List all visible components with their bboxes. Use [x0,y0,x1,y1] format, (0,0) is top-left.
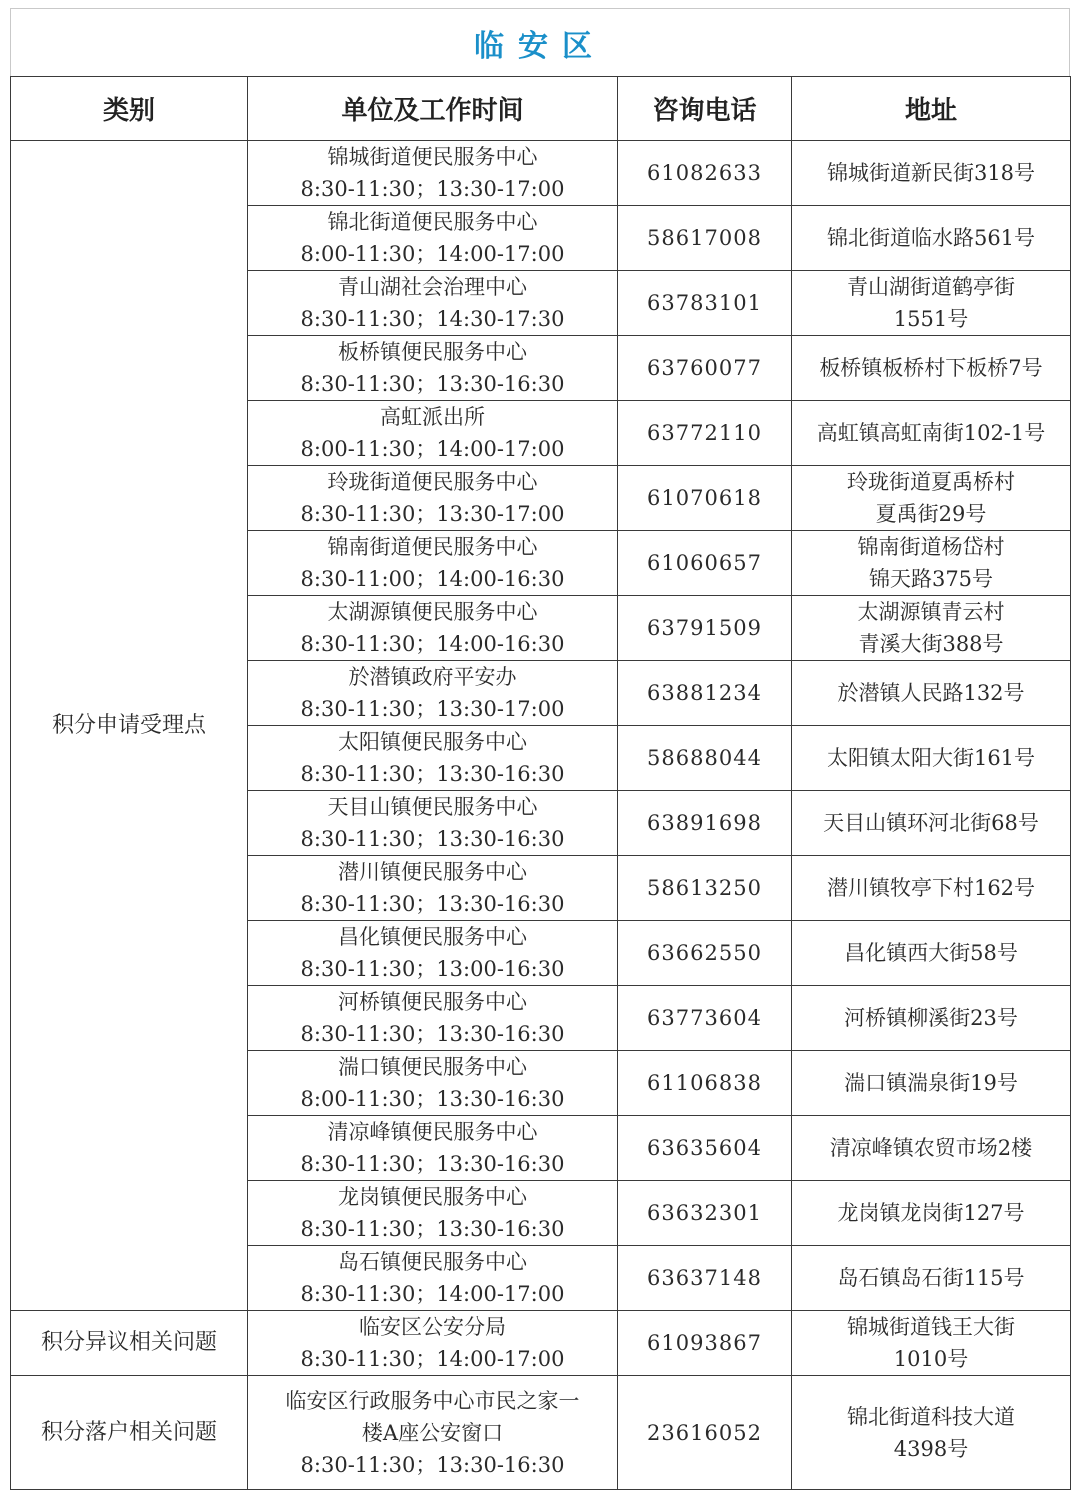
working-hours-text: 8:00-11:30；13:30-16:30 [300,1087,565,1111]
phone-cell: 63891698 [618,791,792,856]
address-text: 湍口镇湍泉街19号 [844,1071,1018,1095]
unit-hours-cell [248,986,618,1051]
unit-name-text: 昌化镇便民服务中心 [338,925,527,949]
category-cell: 积分落户相关问题 [11,1376,248,1490]
working-hours-text: 8:30-11:30；13:30-16:30 [300,1217,565,1241]
category-cell: 积分申请受理点 [11,141,248,1311]
phone-cell: 63783101 [618,271,792,336]
working-hours-text: 8:30-11:30；13:30-16:30 [300,762,565,786]
address-cell [792,336,1071,401]
phone-cell: 63772110 [618,401,792,466]
address-cell [792,986,1071,1051]
unit-name-text: 临安区公安分局 [359,1315,506,1339]
address-text: 清凉峰镇农贸市场2楼 [829,1136,1033,1160]
working-hours-text: 8:30-11:30；13:30-17:00 [300,502,565,526]
unit-hours-cell [248,726,618,791]
unit-name-text: 太湖源镇便民服务中心 [327,600,538,624]
working-hours-text: 8:30-11:30；13:30-17:00 [300,697,565,721]
unit-hours-cell [248,271,618,336]
address-text: 高虹镇高虹南街102-1号 [816,421,1046,445]
unit-name-text: 高虹派出所 [380,405,485,429]
header-category: 类别 [11,77,248,141]
address-text: 锦天路375号 [868,567,994,591]
header-row [11,77,1071,141]
phone-cell: 61093867 [618,1311,792,1376]
phone-cell: 61060657 [618,531,792,596]
header-unit-hours: 单位及工作时间 [248,77,618,141]
phone-cell: 58613250 [618,856,792,921]
address-text: 锦北街道临水路561号 [826,226,1036,250]
working-hours-text: 8:30-11:30；14:00-17:00 [300,1282,565,1306]
working-hours-text: 8:30-11:30；13:30-17:00 [300,177,565,201]
unit-hours-cell [248,791,618,856]
unit-hours-cell [248,921,618,986]
address-cell [792,531,1071,596]
working-hours-text: 8:30-11:30；13:30-16:30 [300,1022,565,1046]
table-body [11,141,1071,1490]
working-hours-text: 8:30-11:30；13:30-16:30 [300,1152,565,1176]
address-text: 潜川镇牧亭下村162号 [826,876,1036,900]
working-hours-text: 8:30-11:30；14:00-16:30 [300,632,565,656]
address-text: 青山湖街道鹤亭街 [847,275,1015,299]
working-hours-text: 8:30-11:30；13:30-16:30 [300,372,565,396]
address-cell [792,661,1071,726]
unit-hours-cell [248,206,618,271]
unit-name-text: 板桥镇便民服务中心 [338,340,527,364]
header-phone: 咨询电话 [618,77,792,141]
table-row [11,1311,1071,1376]
phone-cell: 58688044 [618,726,792,791]
unit-hours-cell [248,466,618,531]
table-title: 临安区 [10,8,1070,76]
phone-cell: 63881234 [618,661,792,726]
phone-cell: 58617008 [618,206,792,271]
unit-hours-cell [248,1181,618,1246]
address-text: 昌化镇西大街58号 [844,941,1018,965]
working-hours-text: 8:30-11:30；13:30-16:30 [300,1452,565,1477]
unit-name-text: 青山湖社会治理中心 [338,275,527,299]
address-text: 河桥镇柳溪街23号 [844,1006,1018,1030]
address-text: 青溪大街388号 [858,632,1004,656]
working-hours-text: 8:30-11:30；13:30-16:30 [300,827,565,851]
unit-name-text: 於潜镇政府平安办 [348,665,517,689]
working-hours-text: 8:30-11:00；14:00-16:30 [300,567,565,591]
unit-name-text: 锦南街道便民服务中心 [327,535,538,559]
address-cell [792,1116,1071,1181]
address-cell [792,466,1071,531]
address-text: 太阳镇太阳大街161号 [826,746,1036,770]
address-text: 岛石镇岛石街115号 [837,1266,1025,1290]
unit-name-text: 天目山镇便民服务中心 [327,795,538,819]
unit-hours-cell [248,1246,618,1311]
address-cell [792,141,1071,206]
address-cell [792,401,1071,466]
phone-cell: 61082633 [618,141,792,206]
phone-cell: 61070618 [618,466,792,531]
address-text: 夏禹街29号 [875,502,987,526]
unit-name-text: 锦城街道便民服务中心 [327,145,538,169]
address-text: 1551号 [893,307,969,331]
unit-name-text: 湍口镇便民服务中心 [338,1055,527,1079]
phone-cell: 63635604 [618,1116,792,1181]
address-text: 锦北街道科技大道 [847,1404,1015,1429]
address-cell [792,1051,1071,1116]
address-cell [792,921,1071,986]
phone-cell: 63760077 [618,336,792,401]
address-text: 龙岗镇龙岗街127号 [837,1201,1025,1225]
working-hours-text: 8:00-11:30；14:00-17:00 [300,242,565,266]
address-text: 锦南街道杨岱村 [857,535,1005,559]
working-hours-text: 8:00-11:30；14:00-17:00 [300,437,565,461]
unit-name-text: 玲珑街道便民服务中心 [327,470,538,494]
unit-name-text: 楼A座公安窗口 [361,1420,504,1445]
unit-hours-cell [248,1376,618,1490]
unit-hours-cell [248,141,618,206]
unit-hours-cell [248,1311,618,1376]
working-hours-text: 8:30-11:30；14:00-17:00 [300,1347,565,1371]
unit-hours-cell [248,596,618,661]
unit-hours-cell [248,661,618,726]
address-cell [792,206,1071,271]
address-cell [792,1311,1071,1376]
phone-cell: 63637148 [618,1246,792,1311]
address-text: 锦城街道钱王大街 [847,1315,1015,1339]
unit-hours-cell [248,856,618,921]
unit-name-text: 锦北街道便民服务中心 [327,210,538,234]
address-text: 於潜镇人民路132号 [837,681,1025,705]
address-text: 锦城街道新民街318号 [826,161,1036,185]
working-hours-text: 8:30-11:30；13:30-16:30 [300,892,565,916]
unit-name-text: 潜川镇便民服务中心 [338,860,527,884]
unit-name-text: 临安区行政服务中心市民之家一 [285,1388,580,1413]
address-text: 4398号 [893,1436,969,1461]
unit-hours-cell [248,1116,618,1181]
phone-cell: 63773604 [618,986,792,1051]
unit-name-text: 清凉峰镇便民服务中心 [327,1120,538,1144]
header-address: 地址 [792,77,1071,141]
address-text: 板桥镇板桥村下板桥7号 [819,356,1043,380]
category-cell: 积分异议相关问题 [11,1311,248,1376]
phone-cell: 63662550 [618,921,792,986]
district-table-sheet [10,8,1070,1490]
phone-cell: 63632301 [618,1181,792,1246]
address-cell [792,791,1071,856]
address-text: 太湖源镇青云村 [857,600,1005,624]
working-hours-text: 8:30-11:30；14:30-17:30 [300,307,565,331]
unit-hours-cell [248,1051,618,1116]
address-cell [792,1181,1071,1246]
unit-name-text: 龙岗镇便民服务中心 [338,1185,527,1209]
unit-hours-cell [248,336,618,401]
phone-cell: 23616052 [618,1376,792,1490]
address-text: 1010号 [893,1347,969,1371]
address-cell [792,856,1071,921]
table-row [11,141,1071,206]
address-cell [792,726,1071,791]
service-points-table [10,76,1071,1490]
address-text: 玲珑街道夏禹桥村 [847,470,1015,494]
unit-hours-cell [248,401,618,466]
address-text: 天目山镇环河北街68号 [823,811,1039,835]
unit-hours-cell [248,531,618,596]
address-cell [792,1376,1071,1490]
address-cell [792,271,1071,336]
working-hours-text: 8:30-11:30；13:00-16:30 [300,957,565,981]
unit-name-text: 岛石镇便民服务中心 [338,1250,527,1274]
table-row [11,1376,1071,1490]
address-cell [792,596,1071,661]
phone-cell: 61106838 [618,1051,792,1116]
phone-cell: 63791509 [618,596,792,661]
unit-name-text: 河桥镇便民服务中心 [338,990,527,1014]
address-cell [792,1246,1071,1311]
unit-name-text: 太阳镇便民服务中心 [338,730,527,754]
